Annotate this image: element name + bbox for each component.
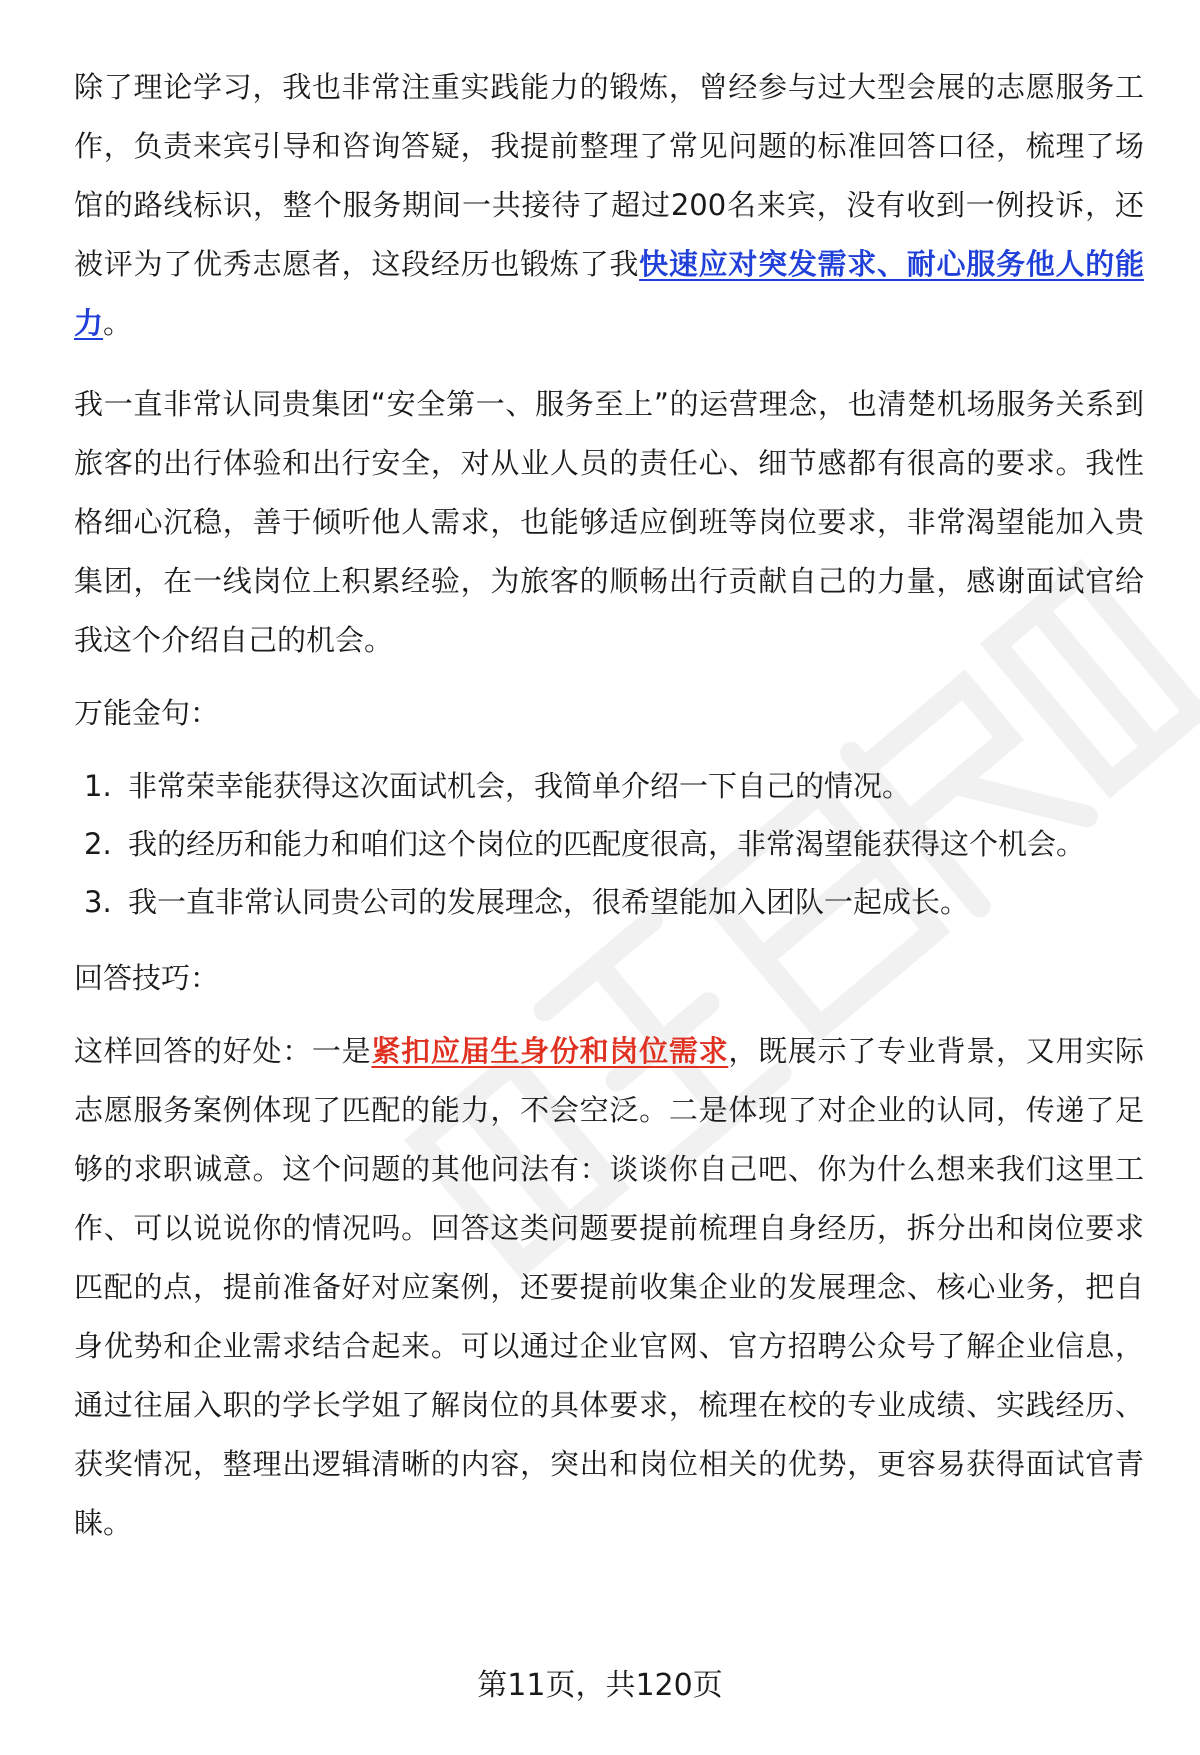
universal-sentence-list bbox=[74, 757, 1144, 931]
paragraph-answer-benefits bbox=[74, 1022, 1144, 1553]
paragraph-volunteer-experience bbox=[74, 58, 1144, 353]
list-number: 1. bbox=[84, 769, 112, 803]
heading-universal-sentences: 万能金句： bbox=[74, 696, 220, 730]
list-text: 我一直非常认同贵公司的发展理念，很希望能加入团队一起成长。 bbox=[128, 885, 970, 919]
list-number: 3. bbox=[84, 885, 112, 919]
list-text: 我的经历和能力和咱们这个岗位的匹配度很高，非常渴望能获得这个机会。 bbox=[128, 827, 1086, 861]
list-item bbox=[74, 757, 1144, 815]
highlight-ability: 快速应对突发需求、耐心服务他人的能力 bbox=[74, 247, 1144, 340]
list-item bbox=[74, 815, 1144, 873]
paragraph-text-end: 。 bbox=[103, 306, 133, 340]
document-body bbox=[74, 58, 1144, 1553]
paragraph-text-end: ，既展示了专业背景，又用实际志愿服务案例体现了匹配的能力，不会空泛。二是体现了对企业的认同，传递了足够的求职诚意。这个问题的其他问法有：谈谈你自己吧、你为什么想来我们这里工作、可以说说你的情况吗。回答这类问题要提前梳理自身经历，拆分出和岗位要求匹配的点，提前准备好对应案例，还要提前收集企业的发展理念、核心业务，把自身优势和企业需求结合起来。可以通过企业官网、官方招聘公众号了解企业信息，通过往届入职的学长学姐了解岗位的具体要求，梳理在校的专业成绩、实践经历、获奖情况，整理出逻辑清晰的内容，突出和岗位相关的优势，更容易获得面试官青睐。 bbox=[74, 1034, 1144, 1540]
paragraph-text: 这样回答的好处：一是 bbox=[74, 1034, 372, 1068]
paragraph-text: 除了理论学习，我也非常注重实践能力的锻炼，曾经参与过大型会展的志愿服务工作，负责来宾引导和咨询答疑，我提前整理了常见问题的标准回答口径，梳理了场馆的路线标识，整个服务期间一共接待了超过200名来宾，没有收到一例投诉，还被评为了优秀志愿者，这段经历也锻炼了我 bbox=[74, 70, 1144, 281]
highlight-key-point: 紧扣应届生身份和岗位需求 bbox=[371, 1034, 729, 1068]
page-number-footer: 第11页，共120页 bbox=[477, 1668, 723, 1703]
heading-answer-tips: 回答技巧： bbox=[74, 961, 220, 995]
paragraph-company-recognition: 我一直非常认同贵集团“安全第一、服务至上”的运营理念，也清楚机场服务关系到旅客的出行体验和出行安全，对从业人员的责任心、细节感都有很高的要求。我性格细心沉稳，善于倾听他人需求，也能够适应倒班等岗位要求，非常渴望能加入贵集团，在一线岗位上积累经验，为旅客的顺畅出行贡献自己的力量，感谢面试官给我这个介绍自己的机会。 bbox=[74, 387, 1144, 657]
list-item bbox=[74, 873, 1144, 931]
list-text: 非常荣幸能获得这次面试机会，我简单介绍一下自己的情况。 bbox=[128, 769, 912, 803]
list-number: 2. bbox=[84, 827, 112, 861]
